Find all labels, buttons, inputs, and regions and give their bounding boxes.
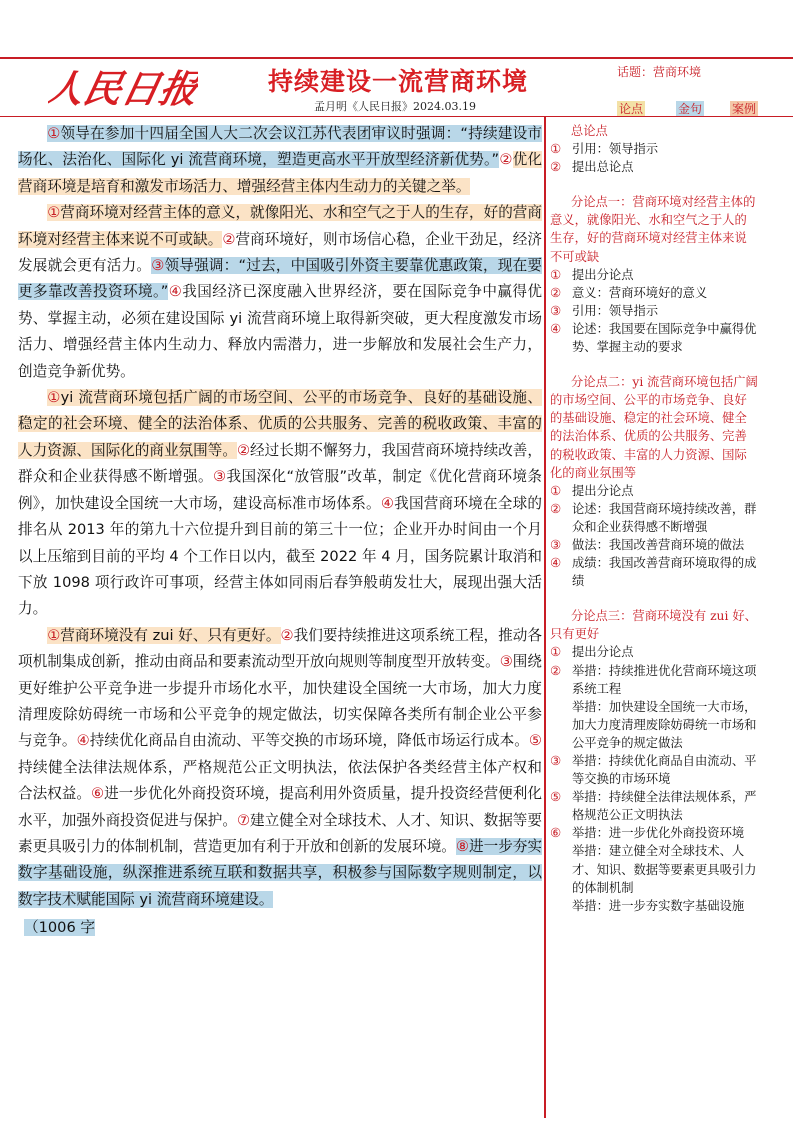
sentence-text: 营商环境没有 zui 好、只有更好。 [60, 626, 281, 644]
sentence-number: ② [222, 230, 236, 248]
sentence-text: 营商环境对经营主体的意义，就像阳光、水和空气之于人的生存，好的营商环境对经营主体来说不可或缺。 [18, 204, 542, 248]
sentence-number: ① [47, 389, 61, 407]
article-paragraphs [18, 121, 542, 913]
article-paragraph [18, 200, 542, 385]
newspaper-logo [48, 60, 198, 114]
sidebar-item-number: ③ [550, 537, 562, 552]
sidebar-item [550, 842, 758, 896]
sidebar-item-number: ① [550, 645, 562, 660]
sidebar-item [550, 554, 758, 590]
sidebar-item-text: 引用：领导指示 [572, 303, 659, 318]
header-bottom-rule [0, 116, 793, 117]
sentence-text: 领导在参加十四届全国人大二次会议江苏代表团审议时强调：“持续建设市场化、法治化、国际化 yi 流营商环境，塑造更高水平开放型经济新优势。” [18, 125, 542, 169]
sidebar-item-text: 举措：进一步夯实数字基础设施 [572, 898, 745, 913]
sidebar-item-number: ③ [550, 303, 562, 318]
sidebar-item [550, 788, 758, 824]
word-count-text: （1006 字 [24, 919, 95, 937]
sidebar-item-text: 成绩：我国改善营商环境取得的成绩 [572, 556, 757, 589]
sidebar-item [550, 662, 758, 698]
sidebar-item [550, 140, 758, 158]
article-byline: 孟月明《人民日报》2024.03.19 [314, 100, 476, 113]
sidebar-item-text: 举措：持续推进优化营商环境这项系统工程 [572, 663, 757, 696]
sentence-text: 营商环境好，则市场信心稳，企业干劲足，经济发展就会更有活力。 [18, 230, 542, 275]
legend-thesis: 论点 [619, 102, 644, 116]
sentence-number: ⑧ [455, 837, 469, 855]
sidebar-item [550, 752, 758, 788]
sentence-text: 我们要持续推进这项系统工程，推动各项机制集成创新，推动由商品和要素流动型开放向规则等制度型开放转变。 [18, 626, 542, 671]
sidebar-item-number: ④ [550, 321, 562, 336]
sidebar-item-number: ① [550, 483, 562, 498]
sidebar-item-text: 举措：持续健全法律法规体系，严格规范公正文明执法 [572, 790, 757, 823]
sidebar-item-number: ② [550, 501, 562, 516]
sidebar-item [550, 698, 758, 752]
sidebar-item-text: 举措：持续优化商品自由流动、平等交换的市场环境 [572, 754, 757, 787]
sidebar-item-text: 提出分论点 [572, 267, 634, 282]
article-paragraph [18, 385, 542, 623]
sidebar-item-text: 论述：我国营商环境持续改善，群众和企业获得感不断增强 [572, 501, 757, 534]
sentence-number: ② [499, 151, 513, 169]
sidebar-heading: 分论点三：营商环境没有 zui 好、只有更好 [550, 609, 757, 642]
sidebar-heading: 分论点二：yi 流营商环境包括广阔的市场空间、公平的市场竞争、良好的基础设施、稳定的社会环境、健全的法治体系、优质的公共服务、完善的税收政策、丰富的人力资源、国际化的商业氛围等 [550, 375, 758, 480]
sentence-number: ③ [212, 468, 227, 486]
article-paragraph [18, 121, 542, 200]
word-count [18, 915, 542, 941]
sentence-number: ① [47, 204, 61, 222]
sidebar-gap [550, 590, 758, 607]
sidebar-item-text: 做法：我国改善营商环境的做法 [572, 537, 745, 552]
sentence-text: 我国营商环境在全球的排名从 2013 年的第九十六位提升到目前的第三十一位；企业开办时间由一个月以上压缩到目前的平均 4 个工作日以内，截至 2022 年 4 月，国务院累计取消和下放 1098 项行政许可事项，经营主体如同雨后春笋般萌发壮大，展现出强大活力。 [18, 494, 542, 618]
sentence-number: ⑤ [528, 732, 542, 750]
sidebar-item [550, 302, 758, 320]
legend-case: 案例 [732, 102, 757, 116]
sidebar-item [550, 536, 758, 554]
sentence-text: 持续健全法律法规体系，严格规范公正文明执法，依法保护各类经营主体产权和合法权益。 [18, 758, 542, 803]
sidebar-item-number: ⑥ [550, 826, 562, 841]
sidebar-item-text: 提出分论点 [572, 645, 634, 660]
sidebar-item-text: 意义：营商环境好的意义 [572, 285, 708, 300]
sidebar-gap [550, 176, 758, 193]
sidebar-item [550, 158, 758, 176]
sentence-text: 我国深化“放管服”改革，制定《优化营商环境条例》，加快建设全国统一大市场，建设高标准市场体系。 [18, 468, 542, 512]
article-paragraph [18, 623, 542, 913]
sidebar-item-number: ④ [550, 556, 562, 571]
sidebar-item-number: ① [550, 267, 562, 282]
sentence-text: 建立健全对全球技术、人才、知识、数据等要素更具吸引力的体制机制，营造更加有利于开放和创新的发展环境。 [18, 811, 542, 855]
sentence-number: ① [47, 125, 61, 142]
article-body [18, 121, 542, 942]
sidebar-gap [550, 356, 758, 373]
sidebar-item-number: ⑤ [550, 790, 562, 805]
sidebar-item-number [550, 698, 572, 752]
column-divider [544, 116, 546, 1118]
header-top-rule [0, 57, 793, 59]
sentence-number: ⑥ [90, 785, 105, 803]
sidebar-item [550, 500, 758, 536]
sidebar-heading: 分论点一：营商环境对经营主体的意义，就像阳光、水和空气之于人的生存，好的营商环境对经营主体来说不可或缺 [550, 195, 756, 264]
sidebar-item-number: ② [550, 285, 562, 300]
sentence-text: 我国经济已深度融入世界经济，要在国际竞争中赢得优势、掌握主动，必须在建设国际 yi 流营商环境上取得新突破，更大程度激发市场活力、增强经营主体内生动力、释放内需潜力，进一步解放和发展社会生产力，创造竞争新优势。 [18, 283, 542, 380]
sidebar-item-number: ① [550, 142, 562, 157]
sentence-text: 领导强调：“过去，中国吸引外资主要靠优惠政策，现在要更多靠改善投资环境。” [18, 257, 542, 301]
sentence-number: ④ [380, 494, 395, 512]
sentence-text: yi 流营商环境包括广阔的市场空间、公平的市场竞争、良好的基础设施、稳定的社会环境、健全的法治体系、优质的公共服务、完善的税收政策、丰富的人力资源、国际化的商业氛围等。 [18, 389, 542, 459]
sidebar-item [550, 266, 758, 284]
sidebar-item-text: 论述：我国要在国际竞争中赢得优势、掌握主动的要求 [572, 321, 757, 355]
sentence-text: 进一步优化外商投资环境，提高利用外资质量，提升投资经营便利化水平，加强外商投资促进与保护。 [18, 785, 542, 829]
sentence-text: 围绕更好维护公平竞争进一步提升市场化水平，加快建设全国统一大市场，加大力度清理废除妨碍统一市场和公平竞争的规定做法，切实保障各类所有制企业公平参与竞争。 [18, 653, 542, 750]
sidebar-heading: 总论点 [570, 124, 608, 138]
sidebar-item-number: ③ [550, 754, 562, 768]
sentence-number: ② [280, 626, 294, 644]
sidebar-item-number [550, 842, 572, 896]
sidebar-item-number: ② [550, 663, 562, 678]
sentence-number: ② [236, 441, 251, 459]
legend-quote: 金句 [678, 102, 703, 116]
sentence-text: 持续优化商品自由流动、平等交换的市场环境，降低市场运行成本。 [89, 732, 529, 750]
sidebar-item-number [550, 897, 572, 915]
sidebar-item-text: 举措：建立健全对全球技术、人才、知识、数据等要素更具吸引力的体制机制 [572, 844, 757, 895]
sentence-text: 进一步夯实数字基础设施，纵深推进系统互联和数据共享，积极参与国际数字规则制定，以数字技术赋能国际 yi 流营商环境建设。 [18, 837, 542, 908]
logo-lettering: 人民日报 [48, 67, 198, 112]
sentence-number: ③ [151, 257, 165, 275]
sentence-text: 经过长期不懈努力，我国营商环境持续改善，群众和企业获得感不断增强。 [18, 441, 542, 486]
sentence-number: ① [47, 626, 61, 644]
sidebar-item [550, 284, 758, 302]
sidebar-item [550, 482, 758, 500]
sidebar-item [550, 643, 758, 661]
sidebar-item [550, 897, 758, 915]
sentence-number: ④ [168, 283, 183, 301]
sentence-number: ⑦ [236, 811, 251, 829]
sentence-text: 优化营商环境是培育和激发市场活力、增强经营主体内生动力的关键之举。 [18, 151, 542, 195]
sidebar-item [550, 824, 758, 842]
sidebar-item-text: 举措：进一步优化外商投资环境 [572, 826, 745, 841]
sidebar-item-number: ② [550, 160, 562, 175]
sidebar-item-text: 提出分论点 [572, 483, 634, 498]
page-title: 持续建设一流营商环境 [268, 67, 529, 96]
sidebar-item-text: 引用：领导指示 [572, 142, 659, 157]
sentence-number: ③ [499, 653, 513, 671]
topic-label: 话题：营商环境 [617, 65, 702, 79]
annotation-sidebar [550, 122, 758, 915]
sidebar-item-text: 举措：加快建设全国统一大市场，加大力度清理废除妨碍统一市场和公平竞争的规定做法 [572, 699, 757, 750]
sentence-number: ④ [76, 732, 90, 750]
sidebar-item [550, 320, 758, 356]
sidebar-item-text: 提出总论点 [572, 160, 634, 175]
